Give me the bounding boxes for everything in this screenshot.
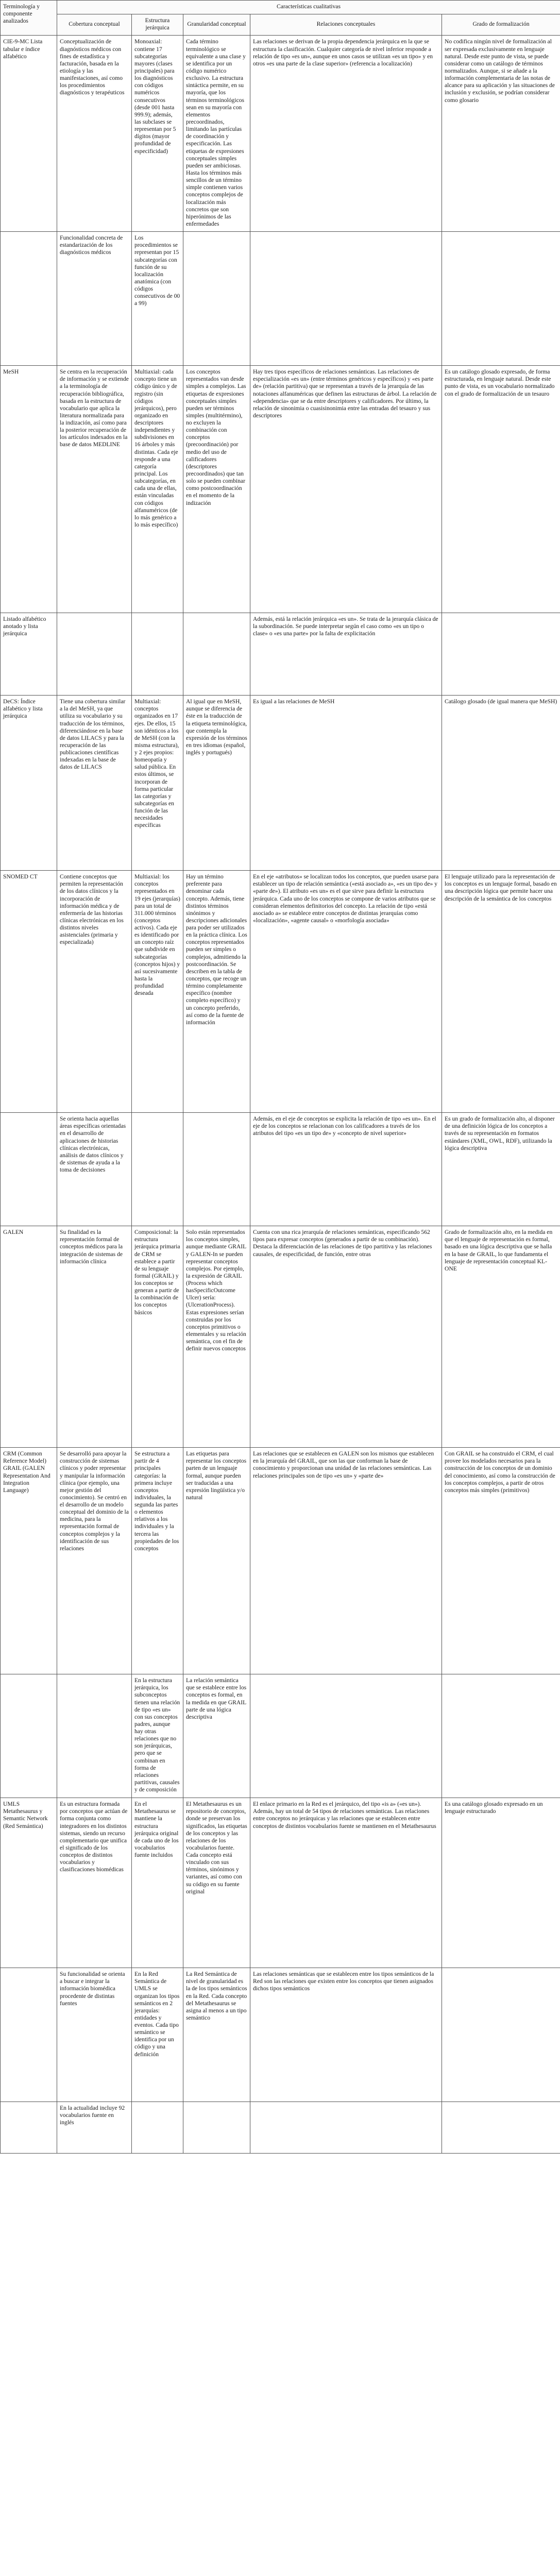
- cell-structure: [132, 1113, 183, 1226]
- cell-relations: En el eje «atributos» se localizan todos los conceptos, que pueden usarse para establecer un tipo de relación semántica («está asociado a», «es un tipo de» y «parte de»). El atributo «es un» es el que sirve para definir la estructura jerárquica. Cada uno de los conceptos se compone de varios atributos que se consideran elementos definitorios del concepto. La relación de tipo «está asociado a» se establece entre conceptos de distintas jerarquías como «localización», «agente causal» o «morfología asociada»: [250, 871, 442, 1113]
- table-row: [1, 1448, 560, 1674]
- cell-relations: Además, está la relación jerárquica «es un». Se trata de la jerarquía clásica de la subordinación. Se puede interpretar según el caso como «es un tipo o clase» o «es una parte» por la falta de explicitación: [250, 613, 442, 696]
- header-structure: Estructura jerárquica: [132, 14, 183, 36]
- cell-granularity: [183, 1113, 250, 1226]
- cell-structure: En la Red Semántica de UMLS se organizan los tipos semánticos en 2 jerarquías: entidades y eventos. Cada tipo semántico se identifica por un código y una definición: [132, 1968, 183, 2102]
- cell-coverage: En la actualidad incluye 92 vocabularios fuente en inglés: [57, 2102, 132, 2154]
- cell-granularity: Hay un término preferente para denominar cada concepto. Además, tiene distintos términos sinónimos y descripciones adicionales para poder ser utilizados en la práctica clínica. Los conceptos representados pueden ser simples o complejos, admitiendo la postcoordinación. Se describen en la tabla de conceptos, que recoge un término completamente específico (nombre completo específico) y un concepto preferido, así como de la fuente de información: [183, 871, 250, 1113]
- cell-granularity: Al igual que en MeSH, aunque se diferencia de éste en la traducción de la etiqueta terminológica, que contempla la expresión de los términos en tres idiomas (español, inglés y portugués): [183, 696, 250, 871]
- cell-formalization: Grado de formalización alto, en la medida en que el lenguaje de representación es formal, basado en una lógica descriptiva que se halla en la base de GRAIL, lo que fundamenta el lenguaje de representación conceptual KL-ONE: [442, 1226, 560, 1448]
- cell-relations: Además, en el eje de conceptos se explicita la relación de tipo «es un». En el eje de los conceptos se relacionan con los calificadores a través de los atributos del tipo «es un tipo de» y «concepto de nivel superior»: [250, 1113, 442, 1226]
- header-granularity: Granularidad conceptual: [183, 14, 250, 36]
- cell-coverage: Conceptualización de diagnósticos médicos con fines de estadística y facturación, basada en la etiología y las manifestaciones, así como los procedimientos diagnósticos y terapéuticos: [57, 36, 132, 232]
- cell-system: CIE-9-MC Lista tabular e índice alfabético: [1, 36, 57, 232]
- table-row: [1, 232, 560, 366]
- table-row: [1, 1226, 560, 1448]
- cell-formalization: [442, 1674, 560, 1798]
- cell-formalization: Es una catálogo glosado expresado en un lenguaje estructurado: [442, 1798, 560, 1968]
- table-row: [1, 1674, 560, 1798]
- cell-relations: Las relaciones que se establecen en GALEN son los mismos que establecen en la jerarquía del GRAIL, que son las que conforman la base de conocimiento y proporcionan una unidad de las relaciones semánticas. Las relaciones principales son de tipo «es un» y «parte de»: [250, 1448, 442, 1674]
- cell-relations: [250, 232, 442, 366]
- cell-formalization: [442, 2102, 560, 2154]
- table-row: [1, 1113, 560, 1226]
- cell-coverage: [57, 1674, 132, 1798]
- cell-structure: Multiaxial: cada concepto tiene un código único y de registro (sin códigos jerárquicos), pero organizado en descriptores independientes y subdivisiones en 16 árboles y más distintas. Cada eje responde a una categoría principal. Los subcategorías, en cada una de ellas, están vinculadas con códigos alfanuméricos (de lo más genérico a lo más específico): [132, 366, 183, 613]
- cell-coverage: Se desarrolló para apoyar la construcción de sistemas clínicos y poder representar y manipular la información clínica (por ejemplo, una mejor gestión del conocimiento). Se centró en el desarrollo de un modelo conceptual del dominio de la medicina, para la representación formal de conceptos complejos y la identificación de sus relaciones: [57, 1448, 132, 1674]
- table-body: [1, 36, 560, 2154]
- cell-granularity: El Metathesaurus es un repositorio de conceptos, donde se preservan los significados, las etiquetas de los conceptos y las relaciones de los vocabularios fuente. Cada concepto está vinculado con sus términos, sinónimos y variantes, así como con su código en su fuente original: [183, 1798, 250, 1968]
- cell-structure: Los procedimientos se representan por 15 subcategorías con función de su localización anatómica (con códigos consecutivos de 00 a 99): [132, 232, 183, 366]
- cell-coverage: Tiene una cobertura similar a la del MeSH, ya que utiliza su vocabulario y su traducción de los términos, diferenciándose en la base de datos LILACS y para la recuperación de las publicaciones científicas indexadas en la base de datos de LILACS: [57, 696, 132, 871]
- cell-structure: En la estructura jerárquica, los subconceptos tienen una relación de tipo «es un» con sus conceptos padres, aunque hay otras relaciones que no son jerárquicas, pero que se combinan en forma de relaciones partitivas, causales y de composición: [132, 1674, 183, 1798]
- table-row: [1, 36, 560, 232]
- cell-relations: Las relaciones semánticas que se establecen entre los tipos semánticos de la Red son las relaciones que existen entre los conceptos que tienen asignados dichos tipos semánticos: [250, 1968, 442, 2102]
- cell-structure: [132, 613, 183, 696]
- table-row: [1, 366, 560, 613]
- header-formalization: Grado de formalización: [442, 14, 560, 36]
- cell-formalization: Con GRAIL se ha construido el CRM, el cual provee los modelados necesarios para la construcción de los conceptos de un dominio del conocimiento, así como la construcción de los conceptos complejos, a partir de otros conceptos más simples (primitivos): [442, 1448, 560, 1674]
- table-row: [1, 1798, 560, 1968]
- cell-granularity: [183, 2102, 250, 2154]
- cell-formalization: [442, 1968, 560, 2102]
- cell-coverage: [57, 613, 132, 696]
- cell-relations: [250, 1674, 442, 1798]
- cell-relations: [250, 2102, 442, 2154]
- cell-formalization: Es un grado de formalización alto, al disponer de una definición lógica de los conceptos a través de su representación en formatos estándares (XML, OWL, RDF), utilizando la lógica descriptiva: [442, 1113, 560, 1226]
- cell-structure: Monoaxial: contiene 17 subcategorías mayores (clases principales) para los diagnósticos con códigos numéricos consecutivos (desde 001 hasta 999.9); además, las subclases se representan por 5 dígitos (mayor profundidad de especificidad): [132, 36, 183, 232]
- cell-structure: [132, 2102, 183, 2154]
- cell-granularity: La relación semántica que se establece entre los conceptos es formal, en la medida en que GRAIL parte de una lógica descriptiva: [183, 1674, 250, 1798]
- cell-granularity: [183, 232, 250, 366]
- table-header: [1, 1, 560, 36]
- cell-relations: Hay tres tipos específicos de relaciones semánticas. Las relaciones de especialización «es un» (entre términos genéricos y específicos) y «es parte de» (relación partitiva) que se representan a través de la jerarquía de las notaciones alfanuméricas que definen las estructuras de árbol. La relación de «dependencia» que se da entre descriptores y calificadores. Por último, la relación de sinonimia o cuasisinonimia entre las entradas del tesauro y sus descriptores: [250, 366, 442, 613]
- cell-coverage: Funcionalidad concreta de estandarización de los diagnósticos médicos: [57, 232, 132, 366]
- cell-system: [1, 232, 57, 366]
- header-coverage: Cobertura conceptual: [57, 14, 132, 36]
- cell-system: [1, 1674, 57, 1798]
- cell-coverage: Se centra en la recuperación de información y se extiende a la terminología de recuperación bibliográfica, basada en la estructura de vocabulario que aplica la literatura normalizada para la indización, así como para la posterior recuperación de los artículos indexados en la base de datos MEDLINE: [57, 366, 132, 613]
- cell-structure: Se estructura a partir de 4 principales categorías: la primera incluye conceptos individuales, la segunda las partes o elementos relativos a los individuales y la tercera las propiedades de los conceptos: [132, 1448, 183, 1674]
- cell-granularity: [183, 613, 250, 696]
- table-row: [1, 613, 560, 696]
- table-row: [1, 2102, 560, 2154]
- cell-coverage: Es un estructura formada por conceptos que actúan de forma conjunta como integradores en los distintos sistemas, siendo un recurso complementario que unifica el significado de los conceptos de distintos vocabularios y clasificaciones biomédicas: [57, 1798, 132, 1968]
- cell-relations: Las relaciones se derivan de la propia dependencia jerárquica en la que se estructura la clasificación. Cualquier categoría de nivel inferior responde a relación de tipo «es un», aunque en unos casos se utilizan «es un tipo» y en otros «es una parte de la clase superior» (referencia a localización): [250, 36, 442, 232]
- cell-coverage: Se orienta hacia aquellas áreas específicas orientadas en el desarrollo de aplicaciones de historias clínicas electrónicas, análisis de datos clínicos y de sistemas de ayuda a la toma de decisiones: [57, 1113, 132, 1226]
- cell-coverage: Contiene conceptos que permiten la representación de los datos clínicos y la incorporación de información médica y de enfermería de las historias clínicas electrónicas en los distintos niveles asistenciales (primaria y especializada): [57, 871, 132, 1113]
- cell-granularity: Los conceptos representados van desde simples a complejos. Las etiquetas de expresiones conceptuales simples pueden ser términos simples (multitérmino), no excluyen la combinación con conceptos (precoordinación) por medio del uso de calificadores (descriptores precoordinados) que tan solo se pueden combinar como postcoordinación en el momento de la indización: [183, 366, 250, 613]
- cell-system: DeCS: Índice alfabético y lista jerárquica: [1, 696, 57, 871]
- cell-formalization: Catálogo glosado (de igual manera que MeSH): [442, 696, 560, 871]
- cell-system: CRM (Common Reference Model) GRAIL (GALEN Representation And Integration Language): [1, 1448, 57, 1674]
- cell-relations: Es igual a las relaciones de MeSH: [250, 696, 442, 871]
- cell-system: [1, 1113, 57, 1226]
- cell-formalization: El lenguaje utilizado para la representación de los conceptos es un lenguaje formal, basado en una descripción lógica que permite hacer una descripción de la semántica de los conceptos: [442, 871, 560, 1113]
- cell-structure: Composicional: la estructura jerárquica primaria de CRM se establece a partir de su lenguaje formal (GRAIL) y los conceptos se generan a partir de la combinación de los conceptos básicos: [132, 1226, 183, 1448]
- table-row: [1, 696, 560, 871]
- cell-system: [1, 2102, 57, 2154]
- cell-system: [1, 1968, 57, 2102]
- header-relations: Relaciones conceptuales: [250, 14, 442, 36]
- cell-granularity: Las etiquetas para representar los conceptos parten de un lenguaje formal, aunque pueden ser traducidas a una expresión lingüística y/o natural: [183, 1448, 250, 1674]
- header-group: Características cualitativas: [57, 1, 560, 14]
- cell-granularity: Cada término terminológico se equivalente a una clase y se identifica por un código numérico exclusivo. La estructura sintáctica permite, en su mayoría, que los términos terminológicos sean en su mayoría con elementos precoordinados, limitando las partículas de coordinación y especificación. Las etiquetas de expresiones conceptuales simples pueden ser ambiciosas. Hasta los términos más sencillos de un término simple contienen varios conceptos complejos de localización más concretos que son hiperónimos de las enfermedades: [183, 36, 250, 232]
- cell-coverage: Su finalidad es la representación formal de conceptos médicos para la integración de sistemas de información clínica: [57, 1226, 132, 1448]
- cell-structure: En el Metathesaurus se mantiene la estructura jerárquica original de cada uno de los vocabularios fuente incluidos: [132, 1798, 183, 1968]
- cell-relations: Cuenta con una rica jerarquía de relaciones semánticas, especificando 562 tipos para expresar conceptos (generados a partir de su combinación). Destaca la diferenciación de las relaciones de tipo partitiva y las relaciones causales, de especificidad, de función, entre otras: [250, 1226, 442, 1448]
- cell-system: SNOMED CT: [1, 871, 57, 1113]
- cell-formalization: [442, 613, 560, 696]
- cell-coverage: Su funcionalidad se orienta a buscar e integrar la información biomédica procedente de distintas fuentes: [57, 1968, 132, 2102]
- cell-system: MeSH: [1, 366, 57, 613]
- cell-system: Listado alfabético anotado y lista jerárquica: [1, 613, 57, 696]
- cell-formalization: No codifica ningún nivel de formalización al ser expresada exclusivamente en lenguaje natural. Desde este punto de vista, se puede considerar como un catálogo de términos normalizados. Aunque, si se añade a la información complementaria de las notas de alcance para su aplicación y las situaciones de inclusión y exclusión, se podrían considerar como glosario: [442, 36, 560, 232]
- cell-structure: Multiaxial: los conceptos representados en 19 ejes (jerarquías) para un total de 311.000 términos (conceptos activos). Cada eje es identificado por un concepto raíz que subdivide en subcategorías (conceptos hijos) y así sucesivamente hasta la profundidad deseada: [132, 871, 183, 1113]
- cell-formalization: [442, 232, 560, 366]
- cell-structure: Multiaxial: conceptos organizados en 17 ejes. De ellos, 15 son idénticos a los de MeSH (con la misma estructura), y 2 ejes propios: homeopatía y salud pública. En estos últimos, se incorporan de forma particular las categorías y subcategorías en función de las necesidades específicas: [132, 696, 183, 871]
- table-row: [1, 1968, 560, 2102]
- cell-granularity: Solo están representados los conceptos simples, aunque mediante GRAIL y GALEN-In se pueden representar conceptos complejos. Por ejemplo, la expresión de GRAIL (Process which hasSpecificOutcome Ulcer) sería: (UlcerationProcess). Estas expresiones serían construidas por los conceptos primitivos o elementales y su relación semántica, con el fin de definir nuevos conceptos: [183, 1226, 250, 1448]
- header-system: Terminología y componente analizados: [1, 1, 57, 36]
- table-row: [1, 871, 560, 1113]
- cell-formalization: Es un catálogo glosado expresado, de forma estructurada, en lenguaje natural. Desde este punto de vista, es un vocabulario normalizado con el grado de formalización de un tesauro: [442, 366, 560, 613]
- cell-granularity: La Red Semántica de nivel de granularidad es la de los tipos semánticos en la Red. Cada concepto del Metathesaurus se asigna al menos a un tipo semántico: [183, 1968, 250, 2102]
- cell-relations: El enlace primario en la Red es el jerárquico, del tipo «is a» («es un»). Además, hay un total de 54 tipos de relaciones semánticas. Las relaciones entre conceptos no jerárquicas y las relaciones que se establecen entre conceptos de distintos vocabularios fuente se mantienen en el Metathesaurus: [250, 1798, 442, 1968]
- cell-system: UMLS Metathesaurus y Semantic Network (Red Semántica): [1, 1798, 57, 1968]
- cell-system: GALEN: [1, 1226, 57, 1448]
